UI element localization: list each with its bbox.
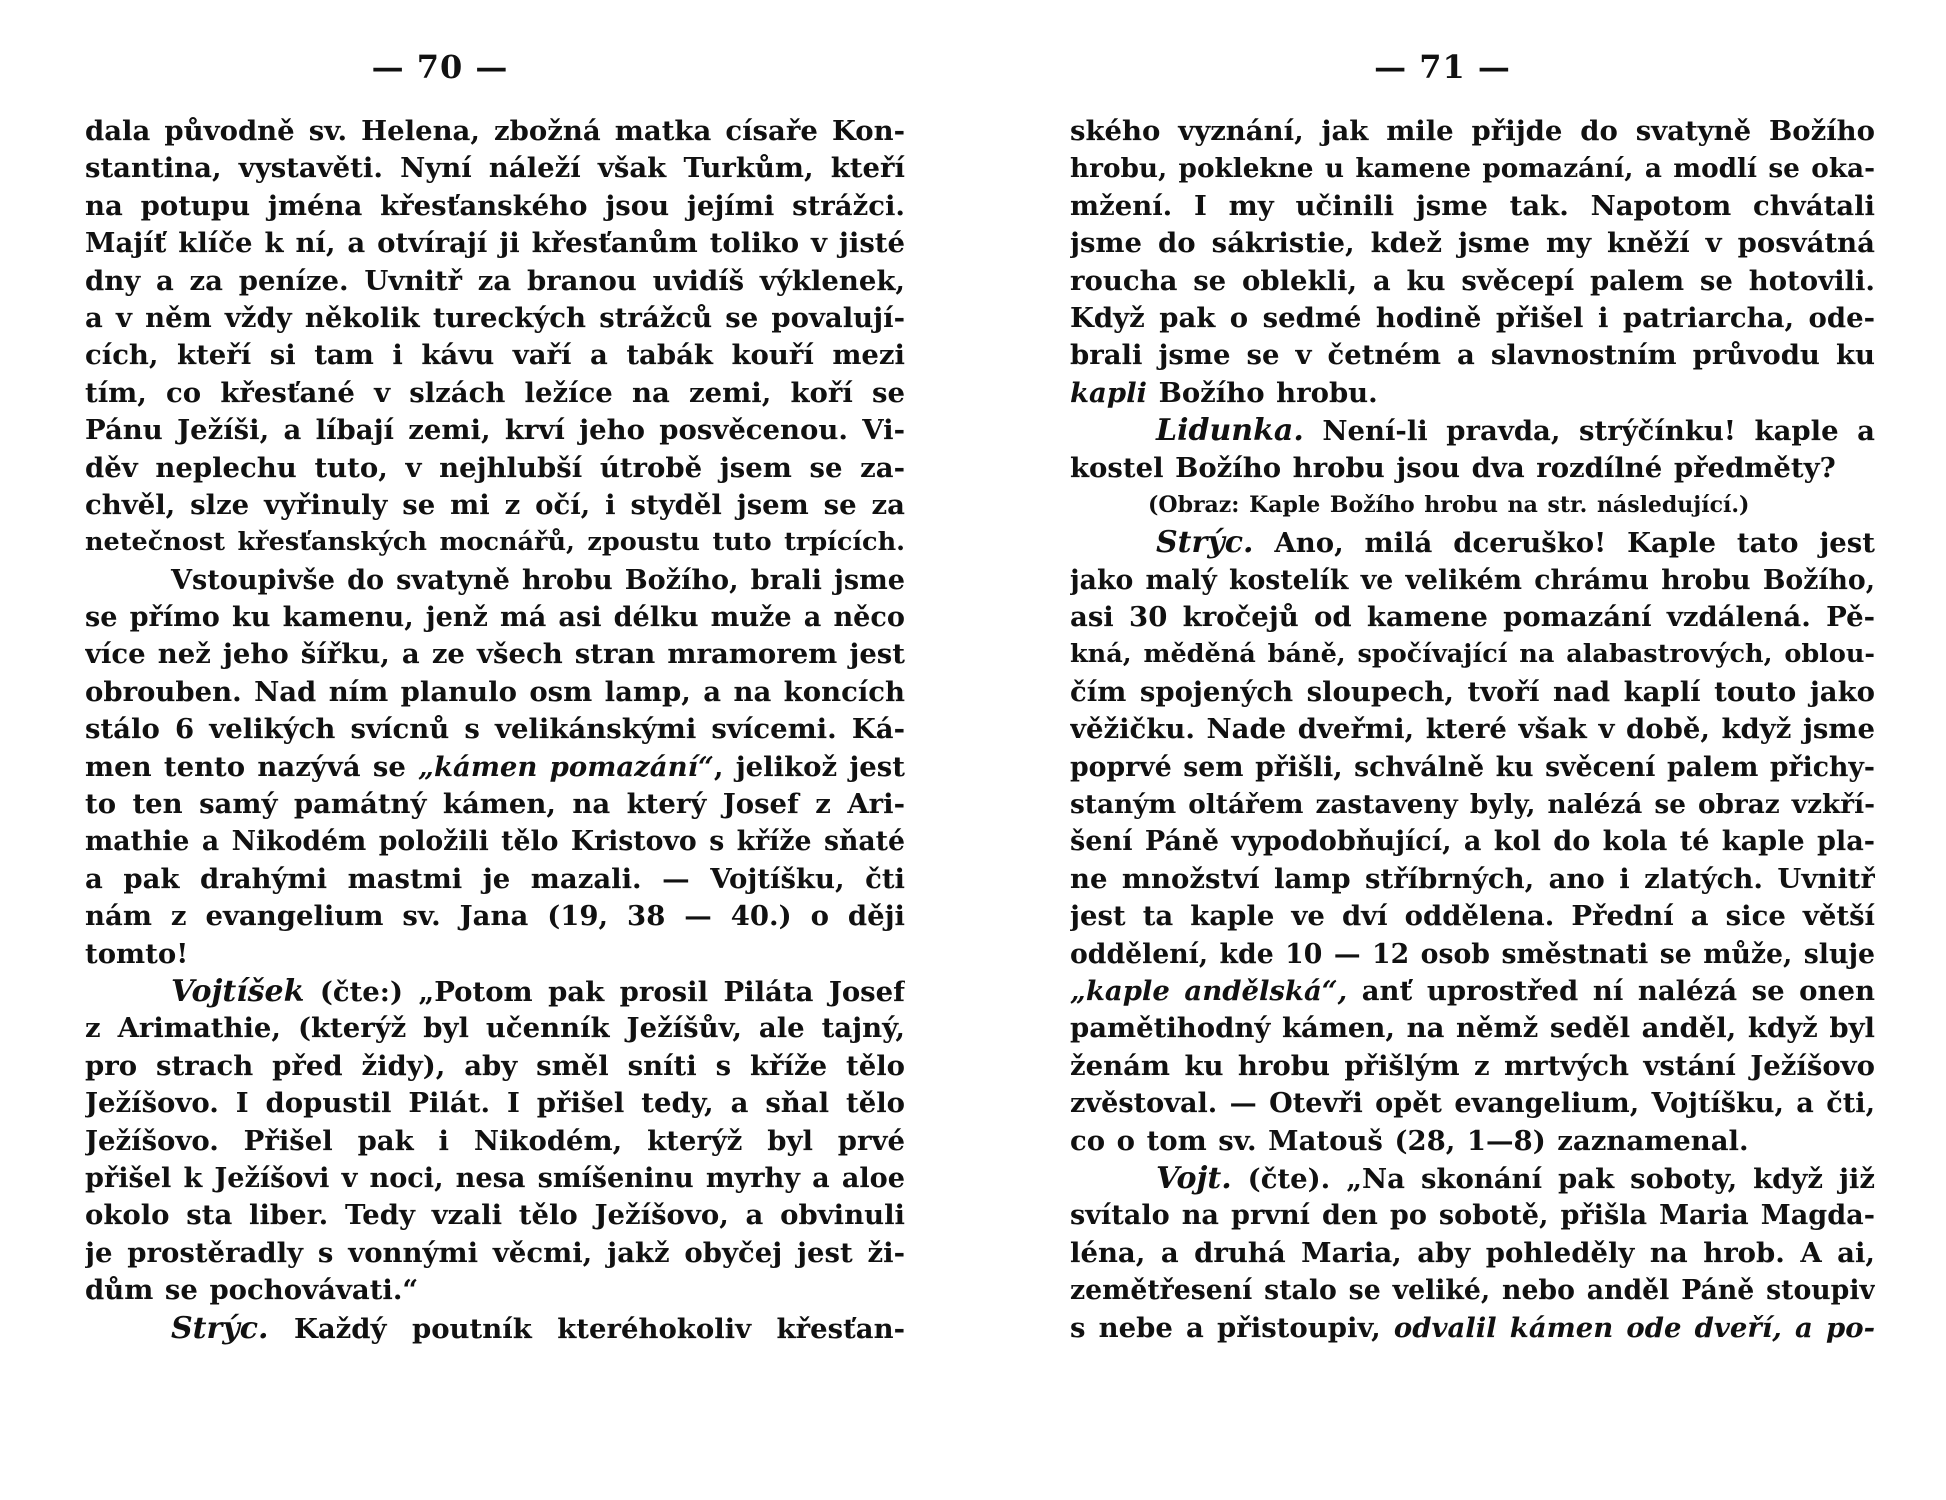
text-fragment: (čte). „Na skonání pak soboty, když již [1231,1162,1875,1195]
text-fragment: Božího hrobu. [1147,376,1378,409]
text-line: mathie a Nikodém položili tělo Kristovo s kříže sňaté [85,826,905,858]
speaker-name: Vojt. [1156,1160,1232,1196]
text-line: netečnost křesťanských mocnářů, zpoustu tuto trpících. [85,527,905,558]
text-line: stantina, vystavěti. Nyní náleží však Turkům, kteří [85,152,905,185]
text-fragment: men tento nazývá se [85,750,419,783]
italic-term: „kaple andělská“, [1070,974,1348,1007]
text-fragment: s nebe a přistoupiv, [1070,1311,1394,1344]
text-line [85,1310,905,1347]
speaker-name: Strýc. [171,1310,269,1346]
text-line: ského vyznání, jak mile přijde do svatyně Božího [1070,115,1875,147]
text-line: se přímo ku kamenu, jenž má asi délku muže a něco [85,602,905,634]
left-page [85,0,905,1500]
text-fragment: Každý poutník kteréhokoliv křesťan- [268,1312,905,1345]
text-line: Pánu Ježíši, a líbají zemi, krví jeho posvěcenou. Vi- [85,414,905,447]
italic-term: „kámen pomazání“ [418,750,714,783]
text-line: nám z evangelium sv. Jana (19, 38 — 40.) o ději [85,900,905,933]
text-line [1070,524,1875,561]
text-line: pamětihodný kámen, na němž seděl anděl, když byl [1070,1012,1875,1045]
text-line [1070,973,1875,1010]
text-line: to ten samý památný kámen, na který Josef z Ari- [85,788,905,821]
text-line: pro strach před židy), aby směl sníti s kříže tělo [85,1049,905,1082]
text-line: jest ta kaple ve dví oddělena. Přední a sice větší [1070,900,1875,933]
text-fragment: Není-li pravda, strýčínku! kaple a [1303,415,1875,448]
text-line: chvěl, slze vyřinuly se mi z očí, i styděl jsem se za [85,488,905,521]
text-line: co o tom sv. Matouš (28, 1—8) zaznamenal. [1070,1124,1749,1157]
italic-term: kapli [1070,376,1147,409]
text-line: Vstoupivše do svatyně hrobu Božího, brali jsme [171,564,905,596]
speaker-name: Strýc. [1156,525,1254,561]
text-line [1070,1160,1875,1197]
text-line: léna, a druhá Maria, aby pohleděly na hrob. A ai, [1070,1236,1875,1269]
text-line: poprvé sem přišli, schválně ku svěcení palem přichy- [1070,751,1875,783]
text-line: Majíť klíče k ní, a otvírají ji křesťanům toliko v jisté [85,227,905,260]
text-line: ženám ku hrobu přišlým z mrtvých vstání Ježíšovo [1070,1049,1875,1082]
text-line: ne množství lamp stříbrných, ano i zlatých. Uvnitř [1070,862,1875,895]
page-number: — 71 — [1374,48,1511,86]
text-line: Ježíšovo. Přišel pak i Nikodém, kterýž byl prvé [85,1124,905,1157]
figure-caption: (Obraz: Kaple Božího hrobu na str. následující.) [1148,491,1750,518]
page-text [1070,113,1875,1347]
text-line: okolo sta liber. Tedy vzali tělo Ježíšovo, a obvinuli [85,1199,905,1232]
text-line: dala původně sv. Helena, zbožná matka císaře Kon- [85,115,905,147]
text-fragment: (čte:) „Potom pak prosil Piláta Josef [304,975,905,1008]
text-line [1070,412,1875,449]
text-line: brali jsme se v četném a slavnostním průvodu ku [1070,339,1875,372]
text-line: zvěstoval. — Otevři opět evangelium, Vojtíšku, a čti, [1070,1088,1875,1120]
text-line: obrouben. Nad ním planulo osm lamp, a na koncích [85,675,905,708]
text-fragment: anť uprostřed ní nalézá se onen [1347,974,1875,1007]
page-number: — 70 — [371,48,509,86]
text-line: roucha se oblekli, a ku svěcepí palem se hotovili. [1070,264,1875,297]
text-line: asi 30 kročejů od kamene pomazání vzdálená. Pě- [1070,601,1875,634]
text-line: dny a za peníze. Uvnitř za branou uvidíš výklenek, [85,264,905,297]
text-line: mžení. I my učinili jsme tak. Napotom chvátali [1070,189,1875,222]
speaker-name: Lidunka. [1156,413,1304,449]
text-line [85,973,905,1010]
text-line: děv neplechu tuto, v nejhlubší útrobě jsem se za- [85,451,905,484]
text-line: kostel Božího hrobu jsou dva rozdílné předměty? [1070,451,1836,484]
text-line: tím, co křesťané v slzách ležíce na zemi, koří se [85,376,905,409]
text-line: Ježíšovo. I dopustil Pilát. I přišel tedy, a sňal tělo [85,1087,905,1120]
text-line: více než jeho šířku, a ze všech stran mramorem jest [85,638,905,671]
text-line: svítalo na první den po sobotě, přišla Maria Magda- [1070,1200,1875,1232]
text-line: je prostěradly s vonnými věcmi, jakž obyčej jest ži- [85,1236,905,1269]
text-line: hrobu, poklekne u kamene pomazání, a modlí se oka- [1070,153,1875,185]
text-line: zemětřesení stalo se veliké, nebo anděl Páně stoupiv [1070,1275,1875,1307]
text-line: čím spojených sloupech, tvoří nad kaplí touto jako [1070,675,1875,708]
page-text [85,113,905,1347]
text-line: věžičku. Nade dveřmi, které však v době, když jsme [1070,713,1875,746]
text-line: a v něm vždy několik tureckých strážců se povalují- [85,301,905,334]
text-line [1070,375,1875,412]
text-line: stálo 6 velikých svícnů s velikánskými svícemi. Ká- [85,713,905,746]
text-line: Když pak o sedmé hodině přišel i patriarcha, ode- [1070,301,1875,334]
text-fragment: Ano, milá dceruško! Kaple tato jest [1253,527,1875,560]
text-line: tomto! [85,937,189,970]
text-line: z Arimathie, (kterýž byl učenník Ježíšův, ale tajný, [85,1012,905,1045]
text-fragment: , jelikož jest [713,750,905,783]
italic-term: odvalil kámen ode dveří, a po- [1393,1311,1875,1344]
text-line: cích, kteří si tam i kávu vaří a tabák kouří mezi [85,339,905,372]
text-line: a pak drahými mastmi je mazali. — Vojtíšku, čti [85,862,905,895]
text-line: na potupu jména křesťanského jsou jejími strážci. [85,189,905,222]
text-line: jsme do sákristie, kdež jsme my kněží v posvátná [1070,227,1875,260]
text-line: jako malý kostelík ve velikém chrámu hrobu Božího, [1070,564,1875,596]
text-line [85,749,905,786]
speaker-name: Vojtíšek [171,973,305,1009]
text-line [1070,1310,1875,1347]
text-line: oddělení, kde 10 — 12 osob směstnati se může, sluje [1070,938,1875,970]
text-line: šení Páně vypodobňující, a kol do kola té kaple pla- [1070,826,1875,858]
text-line: přišel k Ježíšovi v noci, nesa smíšeninu myrhy a aloe [85,1162,905,1194]
right-page [1070,0,1875,1500]
text-line: dům se pochovávati.“ [85,1274,419,1307]
text-line: kná, měděná báně, spočívající na alabastrových, oblou- [1070,639,1875,670]
text-line: staným oltářem zastaveny byly, nalézá se obraz vzkří- [1070,789,1875,821]
